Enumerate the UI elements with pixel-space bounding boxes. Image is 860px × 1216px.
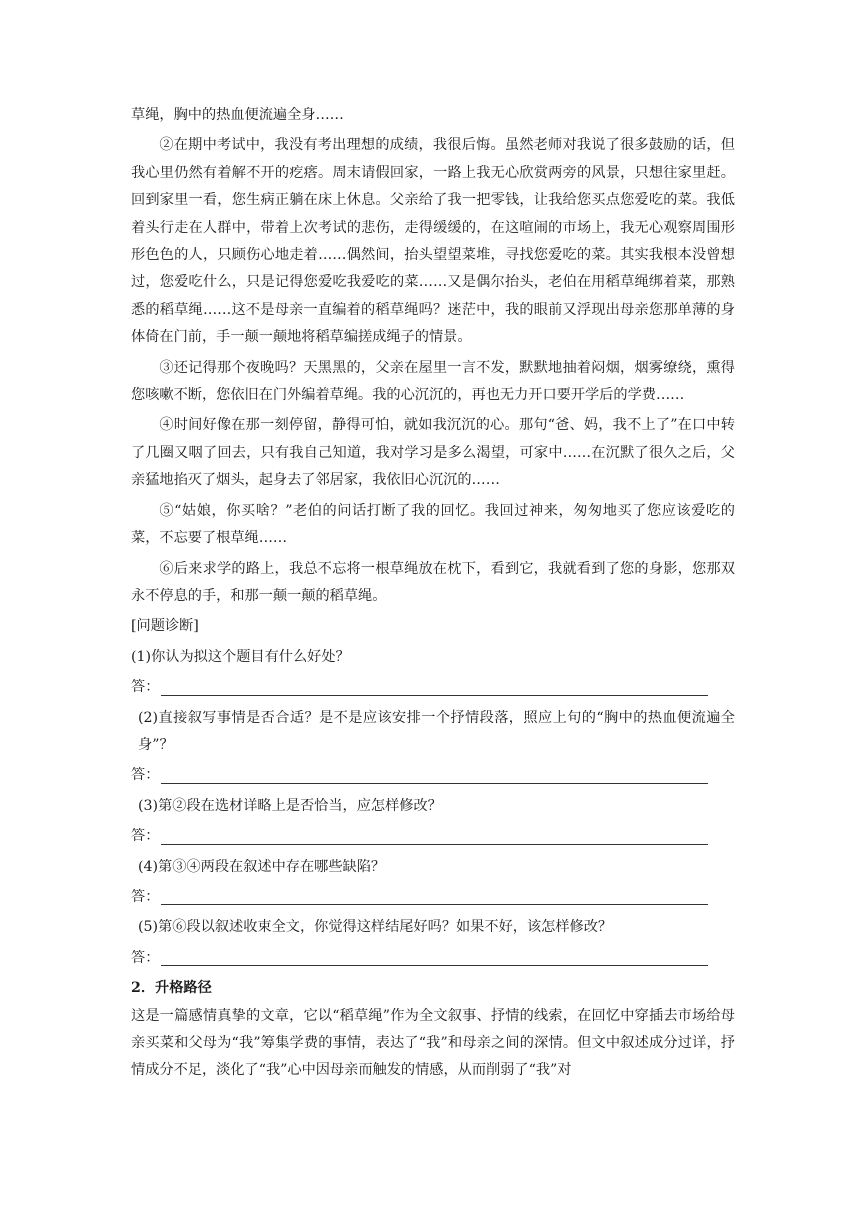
answer-blank[interactable] [161, 949, 708, 966]
document-page [131, 102, 735, 1085]
answer-blank[interactable] [161, 767, 708, 784]
question-3: (3)第②段在选材详略上是否恰当，应怎样修改？ [138, 797, 442, 814]
upgrade-text: 这是一篇感情真挚的文章，它以“稻草绳”作为全文叙事、抒情的线索，在回忆中穿插去市场给母亲买菜和父母为“我”筹集学费的事情，表达了“我”和母亲之间的深情。但文中叙述成分过详，抒情成分不足，淡化了“我”心中因母亲而触发的情感，从而削弱了“我”对 [131, 1007, 735, 1079]
essay-paragraph-4: ④时间好像在那一刻停留，静得可怕，就如我沉沉的心。那句“爸、妈，我不上了”在口中转了几圈又咽了回去，只有我自己知道，我对学习是多么渴望，可家中……在沉默了很久之后，父亲猛地掐灭了烟头，起身去了邻居家，我依旧心沉沉的…… [131, 417, 735, 489]
answer-line-2 [131, 762, 735, 789]
answer-label: 答： [131, 679, 160, 696]
essay-paragraph-3: ③还记得那个夜晚吗？天黑黑的，父亲在屋里一言不发，默默地抽着闷烟，烟雾缭绕，熏得您咳嗽不断，您依旧在门外编着草绳。我的心沉沉的，再也无力开口要开学后的学费…… [131, 359, 735, 404]
answer-label: 答： [131, 767, 160, 784]
answer-label: 答： [131, 888, 160, 905]
answer-line-5 [131, 945, 735, 972]
question-5: (5)第⑥段以叙述收束全文，你觉得这样结尾好吗？如果不好，该怎样修改？ [138, 919, 613, 936]
question-4: (4)第③④两段在叙述中存在哪些缺陷？ [138, 858, 386, 875]
diagnosis-heading: [问题诊断] [131, 618, 199, 635]
answer-line-4 [131, 884, 735, 911]
answer-label: 答： [131, 949, 160, 966]
upgrade-heading: 2．升格路径 [131, 980, 212, 997]
question-2: (2)直接叙写事情是否合适？是不是应该安排一个抒情段落，照应上句的“胸中的热血便流遍全身”？ [138, 709, 735, 753]
essay-paragraph-6: ⑥后来求学的路上，我总不忘将一根草绳放在枕下，看到它，我就看到了您的身影，您那双永不停息的手，和那一颠一颠的稻草绳。 [131, 560, 735, 604]
question-1: (1)你认为拟这个题目有什么好处？ [131, 648, 350, 665]
answer-blank[interactable] [161, 828, 708, 845]
essay-paragraph-5: ⑤“姑娘，你买啥？”老伯的问话打断了我的回忆。我回过神来，匆匆地买了您应该爱吃的菜，不忘要了根草绳…… [131, 502, 735, 547]
answer-blank[interactable] [161, 679, 708, 696]
answer-blank[interactable] [161, 888, 708, 905]
essay-paragraph-1-tail: 草绳，胸中的热血便流遍全身…… [131, 107, 344, 123]
answer-label: 答： [131, 828, 160, 845]
answer-line-1 [131, 674, 735, 701]
essay-paragraph-2: ②在期中考试中，我没有考出理想的成绩，我很后悔。虽然老师对我说了很多鼓励的话，但我心里仍然有着解不开的疙瘩。周末请假回家，一路上我无心欣赏两旁的风景，只想往家里赶。回到家里一看，您生病正躺在床上休息。父亲给了我一把零钱，让我给您买点您爱吃的菜。我低着头行走在人群中，带着上次考试的悲伤，走得缓缓的，在这喧闹的市场上，我无心观察周围形形色色的人，只顾伤心地走着……偶然间，抬头望望菜堆，寻找您爱吃的菜。其实我根本没曾想过，您爱吃什么，只是记得您爱吃我爱吃的菜……又是偶尔抬头，老伯在用稻草绳绑着菜，那熟悉的稻草绳……这不是母亲一直编着的稻草绳吗？迷茫中，我的眼前又浮现出母亲您那单薄的身体倚在门前，手一颠一颠地将稻草编搓成绳子的情景。 [131, 137, 735, 346]
answer-line-3 [131, 823, 735, 850]
